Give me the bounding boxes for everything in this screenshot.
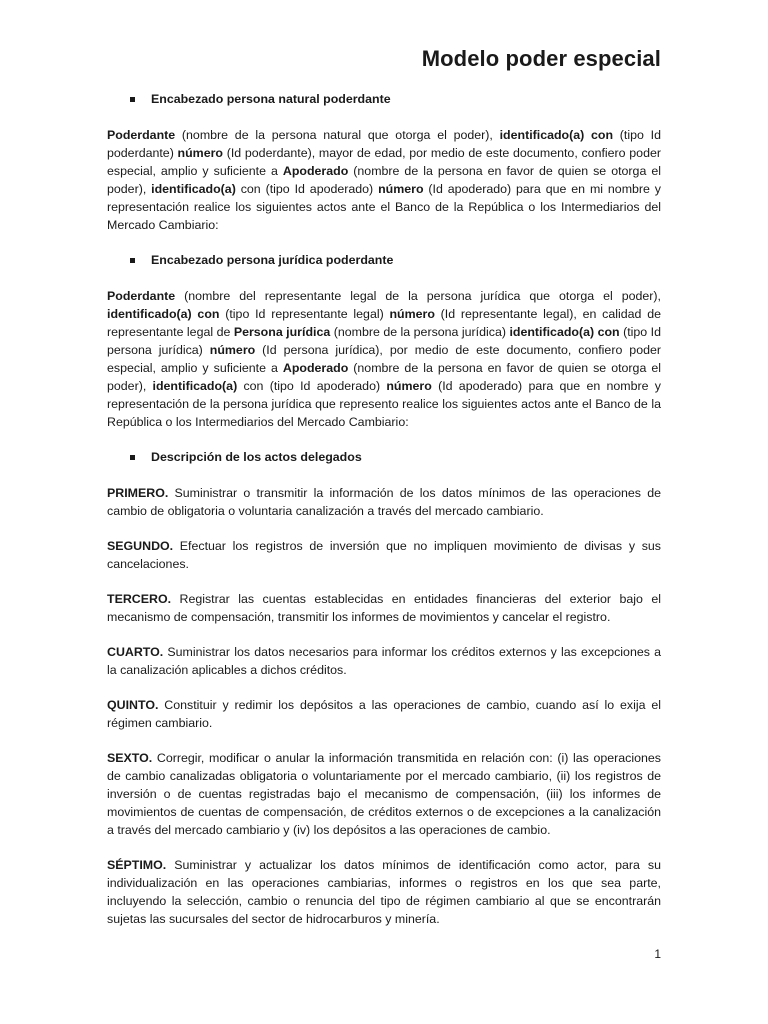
text-run: (Id poderdante), mayor de edad, por medio de este documento, confiero poder especial, amplio y suficiente a xyxy=(107,146,661,178)
bold-term: número xyxy=(177,146,223,160)
text-run: (nombre del representante legal de la persona jurídica que otorga el poder), xyxy=(175,289,661,303)
bold-term: número xyxy=(389,307,435,321)
bold-term: identificado(a) con xyxy=(107,307,220,321)
document-body xyxy=(107,90,661,928)
text-run: (tipo Id poderdante) xyxy=(107,128,661,160)
text-run: (nombre de la persona jurídica) xyxy=(330,325,510,339)
act-item-sexto xyxy=(107,749,661,839)
act-label: CUARTO. xyxy=(107,645,164,659)
act-label: SEXTO. xyxy=(107,751,153,765)
act-text: Constituir y redimir los depósitos a las operaciones de cambio, cuando así lo exija el régimen cambiario. xyxy=(107,698,661,730)
section-heading-actos xyxy=(107,448,661,466)
section-heading-label: Encabezado persona natural poderdante xyxy=(151,92,391,106)
paragraph-legal-person xyxy=(107,287,661,431)
text-run: (tipo Id persona jurídica) xyxy=(107,325,661,357)
section-heading-natural xyxy=(107,90,661,108)
bold-term: identificado(a) con xyxy=(509,325,620,339)
text-run: (tipo Id representante legal) xyxy=(219,307,390,321)
act-label: TERCERO. xyxy=(107,592,172,606)
act-text: Suministrar los datos necesarios para informar los créditos externos y las excepciones a la canalización aplicables a dichos créditos. xyxy=(107,645,661,677)
act-text: Efectuar los registros de inversión que no impliquen movimiento de divisas y sus cancelaciones. xyxy=(107,539,661,571)
text-run: (Id apoderado) para que en mi nombre y representación realice los siguientes actos ante el Banco de la República o los Intermediarios del Mercado Cambiario: xyxy=(107,182,662,232)
bold-term: identificado(a) xyxy=(151,182,236,196)
text-run: (Id apoderado) para que en nombre y representación de la persona jurídica que represento realice los siguientes actos ante el Banco de la República o los Intermediarios del Mercado Cambiario: xyxy=(107,379,661,429)
bold-term: Apoderado xyxy=(282,164,349,178)
act-item-tercero xyxy=(107,590,661,626)
bold-term: Poderdante xyxy=(107,128,176,142)
act-item-segundo xyxy=(107,537,661,573)
section-heading-label: Encabezado persona jurídica poderdante xyxy=(151,253,394,267)
page-number: 1 xyxy=(654,947,661,961)
paragraph-natural-person xyxy=(107,126,661,234)
act-item-cuarto xyxy=(107,643,661,679)
square-bullet-icon xyxy=(130,97,135,102)
bold-term: Poderdante xyxy=(107,289,176,303)
act-text: Registrar las cuentas establecidas en entidades financieras del exterior bajo el mecanismo de compensación, transmitir los informes de movimientos y cancelar el registro. xyxy=(107,592,661,624)
act-label: PRIMERO. xyxy=(107,486,169,500)
bold-term: Persona jurídica xyxy=(233,325,331,339)
text-run: (Id persona jurídica), por medio de este documento, confiero poder especial, amplio y suficiente a xyxy=(107,343,661,375)
bold-term: identificado(a) xyxy=(152,379,238,393)
act-text: Suministrar y actualizar los datos mínimos de identificación como actor, para su individualización en las operaciones cambiarias, informes o registros en los que sea parte, incluyendo la selección, cambio o renuncia del tipo de régimen cambiario al que se encontrarán sujetas las sucursales del sector de hidrocarburos y minería. xyxy=(107,858,661,926)
square-bullet-icon xyxy=(130,258,135,263)
act-item-primero xyxy=(107,484,661,520)
text-run: (nombre de la persona en favor de quien se otorga el poder), xyxy=(107,361,661,393)
text-run: (Id representante legal), en calidad de representante legal de xyxy=(107,307,661,339)
bold-term: número xyxy=(209,343,256,357)
section-heading-juridica xyxy=(107,251,661,269)
text-run: con (tipo Id apoderado) xyxy=(237,379,387,393)
bold-term: número xyxy=(378,182,424,196)
act-label: SEGUNDO. xyxy=(107,539,174,553)
bold-term: Apoderado xyxy=(282,361,349,375)
act-label: SÉPTIMO. xyxy=(107,858,167,872)
text-run: (nombre de la persona natural que otorga el poder), xyxy=(175,128,500,142)
document-title: Modelo poder especial xyxy=(421,46,661,71)
act-item-septimo xyxy=(107,856,661,928)
act-text: Suministrar o transmitir la información de los datos mínimos de las operaciones de cambio de obligatoria o voluntaria canalización a través del mercado cambiario. xyxy=(107,486,661,518)
section-heading-label: Descripción de los actos delegados xyxy=(151,450,362,464)
bold-term: número xyxy=(386,379,432,393)
text-run: (nombre de la persona en favor de quien se otorga el poder), xyxy=(107,164,661,196)
text-run: con (tipo Id apoderado) xyxy=(235,182,379,196)
bold-term: identificado(a) con xyxy=(499,128,614,142)
act-text: Corregir, modificar o anular la información transmitida en relación con: (i) las operaciones de cambio canalizadas obligatoria o voluntariamente por el mercado cambiario, (ii) los registros de inversión o de cuentas registradas bajo el mecanismo de compensación, (iii) los informes de movimientos de cuentas de compensación, de créditos externos o de excepciones a la canalización a través del mercado cambiario y (iv) los depósitos a las operaciones de cambio. xyxy=(107,751,661,837)
square-bullet-icon xyxy=(130,455,135,460)
act-label: QUINTO. xyxy=(107,698,159,712)
act-item-quinto xyxy=(107,696,661,732)
